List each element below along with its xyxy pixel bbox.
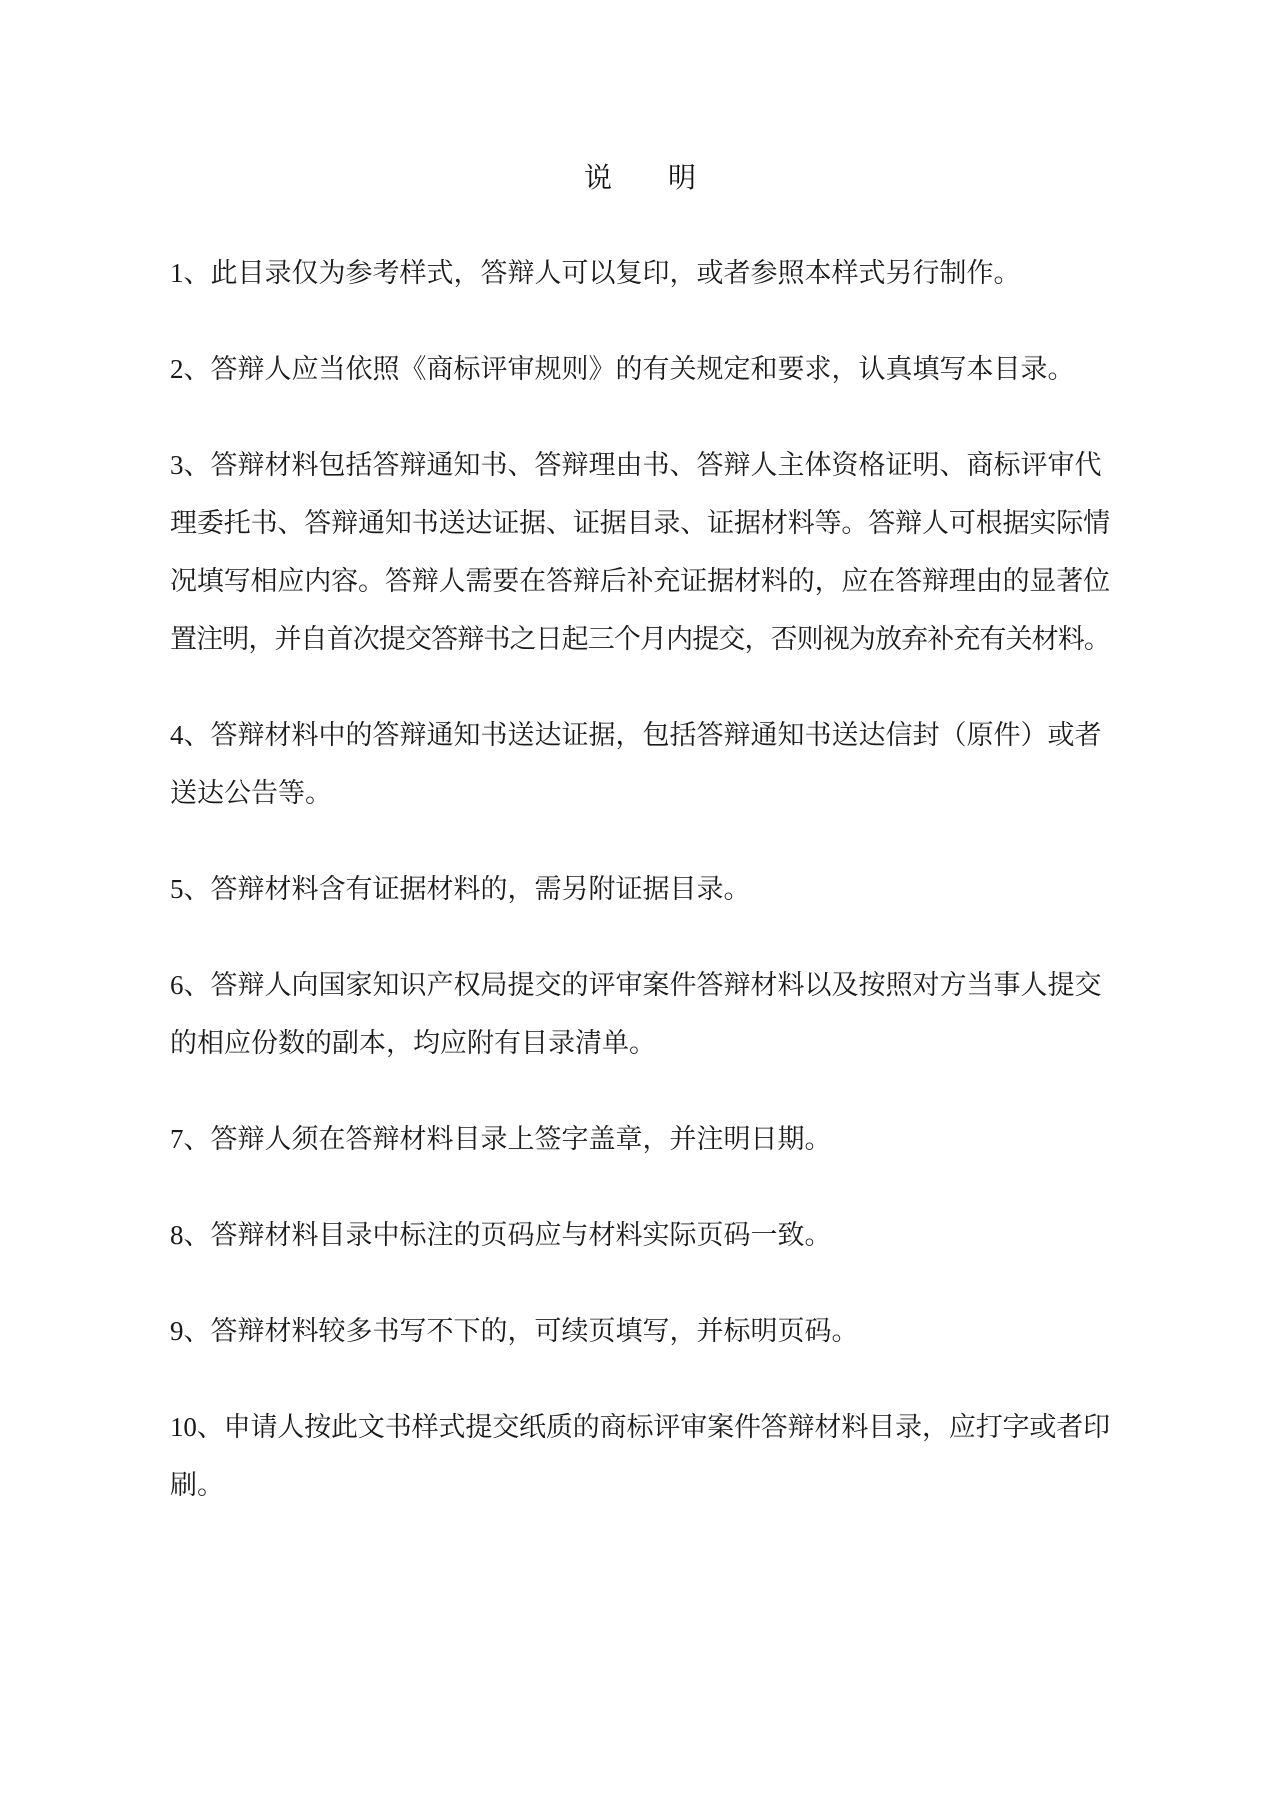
instruction-line: 5、答辩材料含有证据材料的，需另附证据目录。 (170, 874, 751, 904)
instruction-line: 刷。 (170, 1470, 224, 1500)
instruction-paragraph (170, 1302, 1110, 1360)
instruction-paragraph (170, 1398, 1110, 1514)
instruction-line: 2、答辩人应当依照《商标评审规则》的有关规定和要求，认真填写本目录。 (170, 354, 1075, 384)
instruction-paragraph (170, 1110, 1110, 1168)
instruction-paragraph (170, 956, 1110, 1072)
instruction-line: 4、答辩材料中的答辩通知书送达证据，包括答辩通知书送达信封（原件）或者 (170, 720, 1102, 750)
instruction-paragraph (170, 1206, 1110, 1264)
instruction-paragraph (170, 340, 1110, 398)
instruction-line: 9、答辩材料较多书写不下的，可续页填写，并标明页码。 (170, 1316, 859, 1346)
instruction-line: 的相应份数的副本，均应附有目录清单。 (170, 1028, 656, 1058)
instruction-line: 3、答辩材料包括答辩通知书、答辩理由书、答辩人主体资格证明、商标评审代 (170, 450, 1102, 480)
document-title: 说 明 (583, 163, 696, 194)
instruction-line: 送达公告等。 (170, 778, 332, 808)
instructions-list (170, 244, 1110, 1514)
instruction-line: 6、答辩人向国家知识产权局提交的评审案件答辩材料以及按照对方当事人提交 (170, 970, 1102, 1000)
instruction-paragraph (170, 860, 1110, 918)
instruction-paragraph (170, 436, 1110, 668)
instruction-paragraph (170, 244, 1110, 302)
instruction-line: 7、答辩人须在答辩材料目录上签字盖章，并注明日期。 (170, 1124, 832, 1154)
instruction-line: 10、申请人按此文书样式提交纸质的商标评审案件答辩材料目录，应打字或者印 (170, 1412, 1110, 1442)
instruction-line: 8、答辩材料目录中标注的页码应与材料实际页码一致。 (170, 1220, 832, 1250)
instruction-line: 1、此目录仅为参考样式，答辩人可以复印，或者参照本样式另行制作。 (170, 258, 1021, 288)
instruction-line: 理委托书、答辩通知书送达证据、证据目录、证据材料等。答辩人可根据实际情 (170, 508, 1110, 538)
instruction-line: 置注明，并自首次提交答辩书之日起三个月内提交，否则视为放弃补充有关材料。 (170, 624, 1110, 654)
instruction-line: 况填写相应内容。答辩人需要在答辩后补充证据材料的，应在答辩理由的显著位 (170, 566, 1110, 596)
instruction-paragraph (170, 706, 1110, 822)
